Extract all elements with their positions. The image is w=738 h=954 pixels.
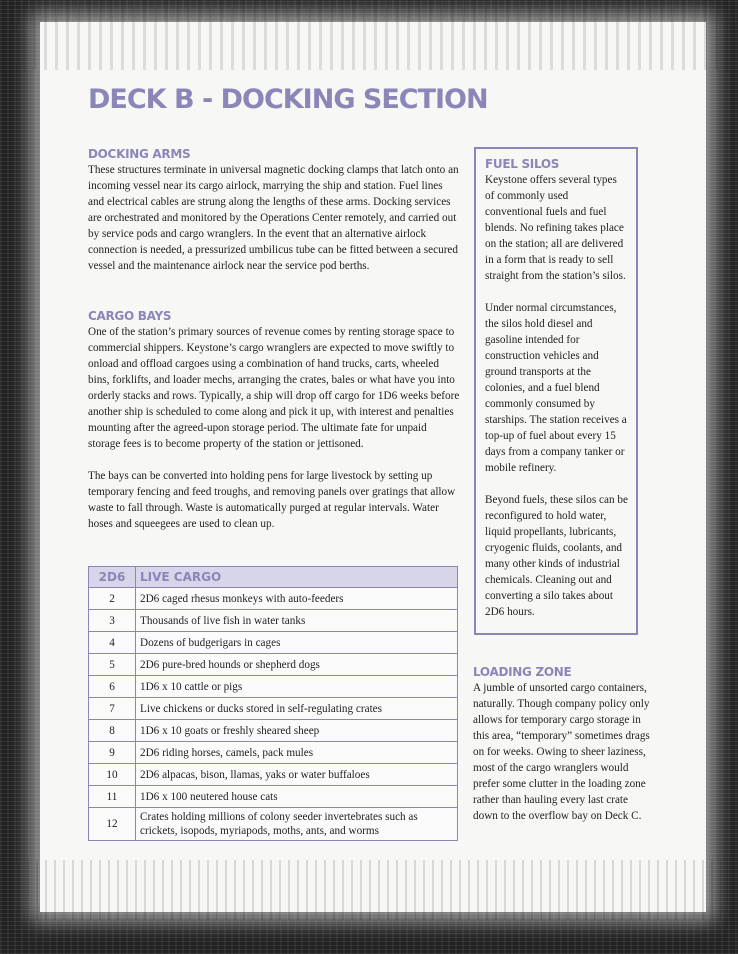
roll-cell: 5 (89, 654, 136, 676)
table-row (89, 632, 458, 654)
loading-zone-heading: LOADING ZONE (473, 665, 572, 679)
roll-cell: 3 (89, 610, 136, 632)
fuel-silos-heading: FUEL SILOS (485, 157, 560, 171)
table-header-result: LIVE CARGO (136, 567, 458, 588)
fuel-silos-paragraph: Under normal circumstances, the silos hold diesel and gasoline intended for construction vehicles and ground transports at the colonies, and a fuel blend commonly consumed by starships. The station receives a top-up of fuel about every 15 days from a company tanker or mobile refinery. (485, 302, 627, 474)
result-cell: 2D6 caged rhesus monkeys with auto-feeders (136, 588, 458, 610)
cargo-bays-section (88, 309, 460, 532)
table-row (89, 786, 458, 808)
fuel-silos-paragraph: Keystone offers several types of commonly used conventional fuels and fuel blends. No refining takes place on the station; all are delivered in a form that is ready to sell straight from the station’s silos. (485, 174, 626, 282)
table-row (89, 610, 458, 632)
docking-arms-heading: DOCKING ARMS (88, 147, 191, 161)
loading-zone-section (473, 665, 651, 824)
roll-cell: 9 (89, 742, 136, 764)
fuel-silos-sidebar (474, 147, 638, 635)
live-cargo-table (88, 566, 458, 841)
cargo-bays-paragraph: The bays can be converted into holding pens for large livestock by setting up temporary fencing and feed troughs, and removing panels over gratings that allow waste to fall through. Waste is automatically purged at regular intervals. Water hoses and squeegees are used to clean up. (88, 470, 456, 530)
table-row (89, 654, 458, 676)
table-row (89, 808, 458, 841)
result-cell: Live chickens or ducks stored in self-regulating crates (136, 698, 458, 720)
result-cell: 1D6 x 10 cattle or pigs (136, 676, 458, 698)
roll-cell: 4 (89, 632, 136, 654)
docking-arms-text: These structures terminate in universal magnetic docking clamps that latch onto an incoming vessel near its cargo airlock, marrying the ship and station. Fuel lines and electrical cables are strung along the lengths of these arms. Docking services are orchestrated and monitored by the Operations Center remotely, and carried out by service pods and cargo wranglers. In the event that an alternative airlock connection is needed, a pressurized umbilicus tube can be fitted between a secured vessel and the maintenance airlock near the service pod berths. (88, 164, 459, 272)
result-cell: 2D6 riding horses, camels, pack mules (136, 742, 458, 764)
grunge-bottom-edge (0, 860, 738, 920)
result-cell: 1D6 x 100 neutered house cats (136, 786, 458, 808)
result-cell: 2D6 alpacas, bison, llamas, yaks or water buffaloes (136, 764, 458, 786)
result-cell: Thousands of live fish in water tanks (136, 610, 458, 632)
loading-zone-text: A jumble of unsorted cargo containers, naturally. Though company policy only allows for temporary cargo storage in this area, “temporary” sometimes drags on for weeks. Owing to sheer laziness, most of the cargo wranglers would prefer some clutter in the loading zone rather than hauling every last crate down to the overflow bay on Deck C. (473, 682, 650, 822)
docking-arms-section (88, 147, 460, 274)
table-row (89, 698, 458, 720)
result-cell: Dozens of budgerigars in cages (136, 632, 458, 654)
cargo-bays-paragraph: One of the station’s primary sources of revenue comes by renting storage space to commercial shippers. Keystone’s cargo wranglers are expected to move swiftly to onload and offload cargoes using a combination of hand trucks, carts, wheeled bins, forklifts, and loader mechs, arranging the crates, bales or what have you into orderly stacks and rows. Typically, a ship will drop off cargo for 1D6 weeks before another ship is scheduled to come along and pick it up, with interest and penalties mounting after the agreed-upon storage period. The ultimate fate for unpaid storage fees is to become property of the station or jettisoned. (88, 326, 460, 450)
table-row (89, 676, 458, 698)
roll-cell: 7 (89, 698, 136, 720)
cargo-bays-heading: CARGO BAYS (88, 309, 172, 323)
fuel-silos-paragraph: Beyond fuels, these silos can be reconfigured to hold water, liquid propellants, lubricants, cryogenic fluids, coolants, and many other kinds of industrial chemicals. Cleaning out and converting a silo takes about 2D6 hours. (485, 494, 628, 618)
roll-cell: 10 (89, 764, 136, 786)
result-cell: Crates holding millions of colony seeder invertebrates such as crickets, isopods, myriapods, moths, ants, and worms (136, 808, 458, 841)
page-title: DECK B - DOCKING SECTION (88, 84, 488, 115)
table-row (89, 588, 458, 610)
table-header-row (89, 567, 458, 588)
result-cell: 2D6 pure-bred hounds or shepherd dogs (136, 654, 458, 676)
table-row (89, 764, 458, 786)
roll-cell: 8 (89, 720, 136, 742)
grunge-top-edge (0, 0, 738, 70)
roll-cell: 11 (89, 786, 136, 808)
table-header-roll: 2D6 (89, 567, 136, 588)
result-cell: 1D6 x 10 goats or freshly sheared sheep (136, 720, 458, 742)
roll-cell: 6 (89, 676, 136, 698)
roll-cell: 2 (89, 588, 136, 610)
roll-cell: 12 (89, 808, 136, 841)
table-row (89, 742, 458, 764)
table-row (89, 720, 458, 742)
